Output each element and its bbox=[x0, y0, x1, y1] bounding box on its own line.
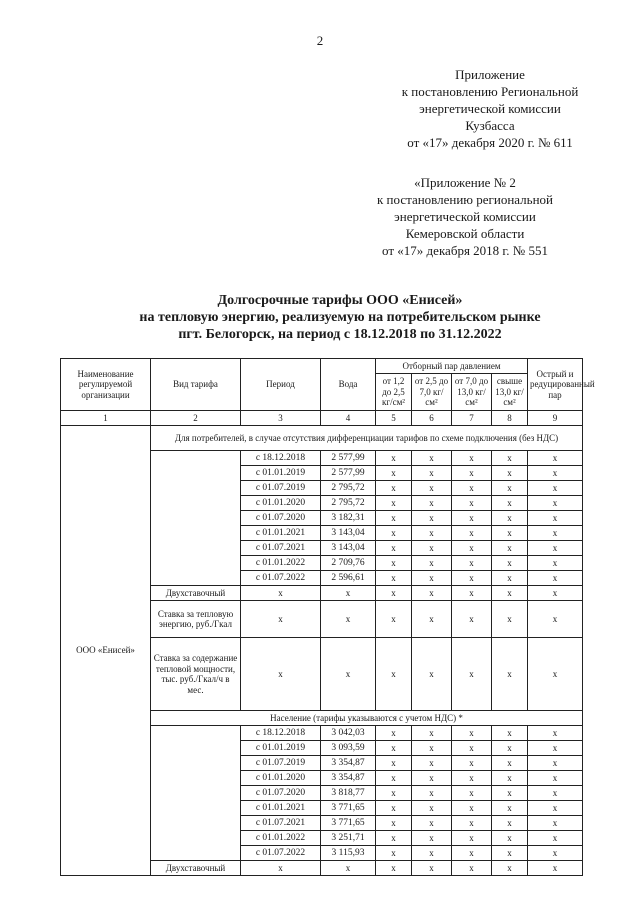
appendix-previous bbox=[330, 174, 600, 259]
appendix-previous-date-line: от «17» декабря 2018 г. № 551 bbox=[382, 243, 548, 258]
blank-tariff-type-cell bbox=[151, 726, 241, 861]
water-value-cell: 3 251,71 bbox=[321, 831, 376, 846]
empty-x-cell: х bbox=[412, 526, 452, 541]
column-number: 4 bbox=[321, 411, 376, 426]
empty-x-cell: х bbox=[492, 541, 528, 556]
empty-x-cell: х bbox=[492, 496, 528, 511]
empty-x-cell: х bbox=[412, 571, 452, 586]
period-cell: с 01.01.2019 bbox=[241, 741, 321, 756]
empty-x-cell: х bbox=[528, 786, 583, 801]
empty-x-cell: х bbox=[452, 726, 492, 741]
empty-x-cell: х bbox=[412, 481, 452, 496]
empty-x-cell: х bbox=[452, 466, 492, 481]
empty-x-cell: х bbox=[321, 586, 376, 601]
empty-x-cell: х bbox=[376, 481, 412, 496]
period-cell: с 01.07.2022 bbox=[241, 571, 321, 586]
empty-x-cell: х bbox=[452, 861, 492, 876]
empty-x-cell: х bbox=[492, 816, 528, 831]
period-cell: с 01.01.2021 bbox=[241, 526, 321, 541]
empty-x-cell: х bbox=[321, 601, 376, 638]
appendix-previous-line: Кемеровской области bbox=[405, 226, 525, 241]
column-number: 7 bbox=[452, 411, 492, 426]
document-title bbox=[60, 292, 620, 343]
empty-x-cell: х bbox=[492, 846, 528, 861]
blank-tariff-type-cell bbox=[151, 451, 241, 586]
water-value-cell: 3 115,93 bbox=[321, 846, 376, 861]
empty-x-cell: х bbox=[492, 741, 528, 756]
empty-x-cell: х bbox=[376, 846, 412, 861]
empty-x-cell: х bbox=[492, 861, 528, 876]
empty-x-cell: х bbox=[492, 451, 528, 466]
empty-x-cell: х bbox=[321, 861, 376, 876]
empty-x-cell: х bbox=[376, 756, 412, 771]
empty-x-cell: х bbox=[492, 571, 528, 586]
water-value-cell: 2 596,61 bbox=[321, 571, 376, 586]
appendix-current-line: Приложение bbox=[455, 67, 525, 82]
period-cell: с 01.07.2020 bbox=[241, 511, 321, 526]
header-period: Период bbox=[241, 359, 321, 411]
empty-x-cell: х bbox=[528, 496, 583, 511]
period-cell: с 01.07.2019 bbox=[241, 756, 321, 771]
empty-x-cell: х bbox=[492, 771, 528, 786]
water-value-cell: 2 709,76 bbox=[321, 556, 376, 571]
empty-x-cell: х bbox=[452, 801, 492, 816]
empty-x-cell: х bbox=[321, 638, 376, 711]
empty-x-cell: х bbox=[412, 741, 452, 756]
empty-x-cell: х bbox=[492, 586, 528, 601]
appendix-previous-line: энергетической комиссии bbox=[394, 209, 536, 224]
appendix-current bbox=[380, 66, 600, 151]
period-cell: с 01.07.2021 bbox=[241, 816, 321, 831]
empty-x-cell: х bbox=[376, 831, 412, 846]
appendix-current-line: Кузбасса bbox=[465, 118, 515, 133]
header-pressure-3: от 7,0 до 13,0 кг/см² bbox=[452, 374, 492, 411]
water-value-cell: 3 818,77 bbox=[321, 786, 376, 801]
empty-x-cell: х bbox=[412, 451, 452, 466]
empty-x-cell: х bbox=[452, 771, 492, 786]
period-cell: с 01.01.2020 bbox=[241, 496, 321, 511]
water-value-cell: 3 771,65 bbox=[321, 801, 376, 816]
empty-x-cell: х bbox=[412, 861, 452, 876]
header-pressure-1: от 1,2 до 2,5 кг/см² bbox=[376, 374, 412, 411]
empty-x-cell: х bbox=[452, 511, 492, 526]
empty-x-cell: х bbox=[241, 586, 321, 601]
empty-x-cell: х bbox=[452, 846, 492, 861]
empty-x-cell: х bbox=[492, 801, 528, 816]
empty-x-cell: х bbox=[376, 541, 412, 556]
empty-x-cell: х bbox=[376, 511, 412, 526]
water-value-cell: 3 354,87 bbox=[321, 771, 376, 786]
empty-x-cell: х bbox=[376, 741, 412, 756]
empty-x-cell: х bbox=[492, 511, 528, 526]
empty-x-cell: х bbox=[452, 601, 492, 638]
empty-x-cell: х bbox=[241, 601, 321, 638]
empty-x-cell: х bbox=[528, 541, 583, 556]
empty-x-cell: х bbox=[452, 496, 492, 511]
empty-x-cell: х bbox=[452, 786, 492, 801]
header-water: Вода bbox=[321, 359, 376, 411]
empty-x-cell: х bbox=[528, 586, 583, 601]
consumers-section-heading: Для потребителей, в случае отсутствия дифференциации тарифов по схеме подключения (без НДС) bbox=[151, 426, 583, 451]
water-value-cell: 2 795,72 bbox=[321, 496, 376, 511]
empty-x-cell: х bbox=[412, 601, 452, 638]
org-name-cell: ООО «Енисей» bbox=[61, 426, 151, 876]
page-number: 2 bbox=[316, 33, 324, 48]
column-number: 9 bbox=[528, 411, 583, 426]
empty-x-cell: х bbox=[376, 786, 412, 801]
empty-x-cell: х bbox=[412, 756, 452, 771]
period-cell: с 01.07.2020 bbox=[241, 786, 321, 801]
period-cell: с 18.12.2018 bbox=[241, 451, 321, 466]
empty-x-cell: х bbox=[452, 451, 492, 466]
empty-x-cell: х bbox=[492, 481, 528, 496]
empty-x-cell: х bbox=[376, 496, 412, 511]
empty-x-cell: х bbox=[528, 816, 583, 831]
empty-x-cell: х bbox=[376, 571, 412, 586]
period-cell: с 01.01.2020 bbox=[241, 771, 321, 786]
empty-x-cell: х bbox=[376, 586, 412, 601]
water-value-cell: 2 577,99 bbox=[321, 451, 376, 466]
period-cell: с 01.07.2022 bbox=[241, 846, 321, 861]
empty-x-cell: х bbox=[452, 756, 492, 771]
appendix-previous-line: «Приложение № 2 bbox=[414, 175, 516, 190]
empty-x-cell: х bbox=[241, 861, 321, 876]
empty-x-cell: х bbox=[528, 466, 583, 481]
empty-x-cell: х bbox=[412, 771, 452, 786]
header-pressure-2: от 2,5 до 7,0 кг/см² bbox=[412, 374, 452, 411]
empty-x-cell: х bbox=[452, 481, 492, 496]
header-pressure-4: свыше 13,0 кг/см² bbox=[492, 374, 528, 411]
empty-x-cell: х bbox=[412, 496, 452, 511]
empty-x-cell: х bbox=[452, 816, 492, 831]
empty-x-cell: х bbox=[412, 541, 452, 556]
title-line: пгт. Белогорск, на период с 18.12.2018 по 31.12.2022 bbox=[178, 327, 502, 342]
empty-x-cell: х bbox=[412, 466, 452, 481]
period-cell: с 18.12.2018 bbox=[241, 726, 321, 741]
period-cell: с 01.01.2022 bbox=[241, 831, 321, 846]
empty-x-cell: х bbox=[412, 726, 452, 741]
empty-x-cell: х bbox=[492, 466, 528, 481]
empty-x-cell: х bbox=[376, 556, 412, 571]
empty-x-cell: х bbox=[241, 638, 321, 711]
column-number: 2 bbox=[151, 411, 241, 426]
empty-x-cell: х bbox=[376, 526, 412, 541]
empty-x-cell: х bbox=[452, 741, 492, 756]
column-number: 8 bbox=[492, 411, 528, 426]
period-cell: с 01.07.2021 bbox=[241, 541, 321, 556]
empty-x-cell: х bbox=[528, 861, 583, 876]
empty-x-cell: х bbox=[528, 601, 583, 638]
tariff-table bbox=[60, 358, 595, 876]
period-cell: с 01.01.2021 bbox=[241, 801, 321, 816]
water-value-cell: 3 182,31 bbox=[321, 511, 376, 526]
empty-x-cell: х bbox=[492, 831, 528, 846]
empty-x-cell: х bbox=[412, 786, 452, 801]
empty-x-cell: х bbox=[412, 831, 452, 846]
empty-x-cell: х bbox=[412, 816, 452, 831]
column-number: 6 bbox=[412, 411, 452, 426]
empty-x-cell: х bbox=[492, 756, 528, 771]
empty-x-cell: х bbox=[528, 511, 583, 526]
empty-x-cell: х bbox=[376, 801, 412, 816]
column-number: 1 bbox=[61, 411, 151, 426]
empty-x-cell: х bbox=[528, 571, 583, 586]
water-value-cell: 3 093,59 bbox=[321, 741, 376, 756]
empty-x-cell: х bbox=[528, 831, 583, 846]
empty-x-cell: х bbox=[452, 526, 492, 541]
header-tariff-type: Вид тарифа bbox=[151, 359, 241, 411]
empty-x-cell: х bbox=[412, 511, 452, 526]
empty-x-cell: х bbox=[376, 451, 412, 466]
empty-x-cell: х bbox=[528, 526, 583, 541]
appendix-current-line: к постановлению Региональной bbox=[401, 84, 579, 99]
empty-x-cell: х bbox=[528, 771, 583, 786]
water-value-cell: 3 354,87 bbox=[321, 756, 376, 771]
empty-x-cell: х bbox=[376, 601, 412, 638]
empty-x-cell: х bbox=[492, 601, 528, 638]
appendix-previous-line: к постановлению региональной bbox=[376, 192, 553, 207]
header-acute-steam: Острый и редуцированный пар bbox=[528, 359, 583, 411]
empty-x-cell: х bbox=[528, 801, 583, 816]
water-value-cell: 3 143,04 bbox=[321, 541, 376, 556]
empty-x-cell: х bbox=[376, 638, 412, 711]
title-line: Долгосрочные тарифы ООО «Енисей» bbox=[217, 293, 463, 308]
empty-x-cell: х bbox=[412, 638, 452, 711]
empty-x-cell: х bbox=[376, 861, 412, 876]
two-part-tariff-label: Двухставочный bbox=[151, 586, 241, 601]
empty-x-cell: х bbox=[376, 771, 412, 786]
empty-x-cell: х bbox=[528, 846, 583, 861]
empty-x-cell: х bbox=[412, 846, 452, 861]
empty-x-cell: х bbox=[528, 638, 583, 711]
period-cell: с 01.01.2019 bbox=[241, 466, 321, 481]
appendix-current-line: энергетической комиссии bbox=[419, 101, 561, 116]
empty-x-cell: х bbox=[376, 466, 412, 481]
appendix-current-date-line: от «17» декабря 2020 г. № 611 bbox=[407, 135, 573, 150]
empty-x-cell: х bbox=[452, 586, 492, 601]
column-number: 5 bbox=[376, 411, 412, 426]
rate-energy-label: Ставка за тепловую энергию, руб./Гкал bbox=[151, 601, 241, 638]
empty-x-cell: х bbox=[452, 556, 492, 571]
header-org: Наименование регулируемой организации bbox=[61, 359, 151, 411]
empty-x-cell: х bbox=[528, 756, 583, 771]
empty-x-cell: х bbox=[492, 556, 528, 571]
empty-x-cell: х bbox=[452, 638, 492, 711]
water-value-cell: 3 143,04 bbox=[321, 526, 376, 541]
water-value-cell: 2 795,72 bbox=[321, 481, 376, 496]
empty-x-cell: х bbox=[528, 481, 583, 496]
empty-x-cell: х bbox=[492, 638, 528, 711]
two-part-tariff-label: Двухставочный bbox=[151, 861, 241, 876]
empty-x-cell: х bbox=[528, 556, 583, 571]
population-section-heading: Население (тарифы указываются с учетом НДС) * bbox=[151, 711, 583, 726]
empty-x-cell: х bbox=[452, 571, 492, 586]
header-steam-group: Отборный пар давлением bbox=[376, 359, 528, 374]
empty-x-cell: х bbox=[492, 726, 528, 741]
empty-x-cell: х bbox=[452, 831, 492, 846]
empty-x-cell: х bbox=[412, 556, 452, 571]
rate-capacity-label: Ставка за содержание тепловой мощности, тыс. руб./Гкал/ч в мес. bbox=[151, 638, 241, 711]
period-cell: с 01.07.2019 bbox=[241, 481, 321, 496]
empty-x-cell: х bbox=[492, 526, 528, 541]
water-value-cell: 3 042,03 bbox=[321, 726, 376, 741]
empty-x-cell: х bbox=[492, 786, 528, 801]
empty-x-cell: х bbox=[528, 726, 583, 741]
title-line: на тепловую энергию, реализуемую на потребительском рынке bbox=[139, 310, 541, 325]
empty-x-cell: х bbox=[376, 816, 412, 831]
empty-x-cell: х bbox=[412, 801, 452, 816]
column-number: 3 bbox=[241, 411, 321, 426]
empty-x-cell: х bbox=[412, 586, 452, 601]
water-value-cell: 2 577,99 bbox=[321, 466, 376, 481]
water-value-cell: 3 771,65 bbox=[321, 816, 376, 831]
empty-x-cell: х bbox=[376, 726, 412, 741]
period-cell: с 01.01.2022 bbox=[241, 556, 321, 571]
empty-x-cell: х bbox=[452, 541, 492, 556]
empty-x-cell: х bbox=[528, 451, 583, 466]
empty-x-cell: х bbox=[528, 741, 583, 756]
